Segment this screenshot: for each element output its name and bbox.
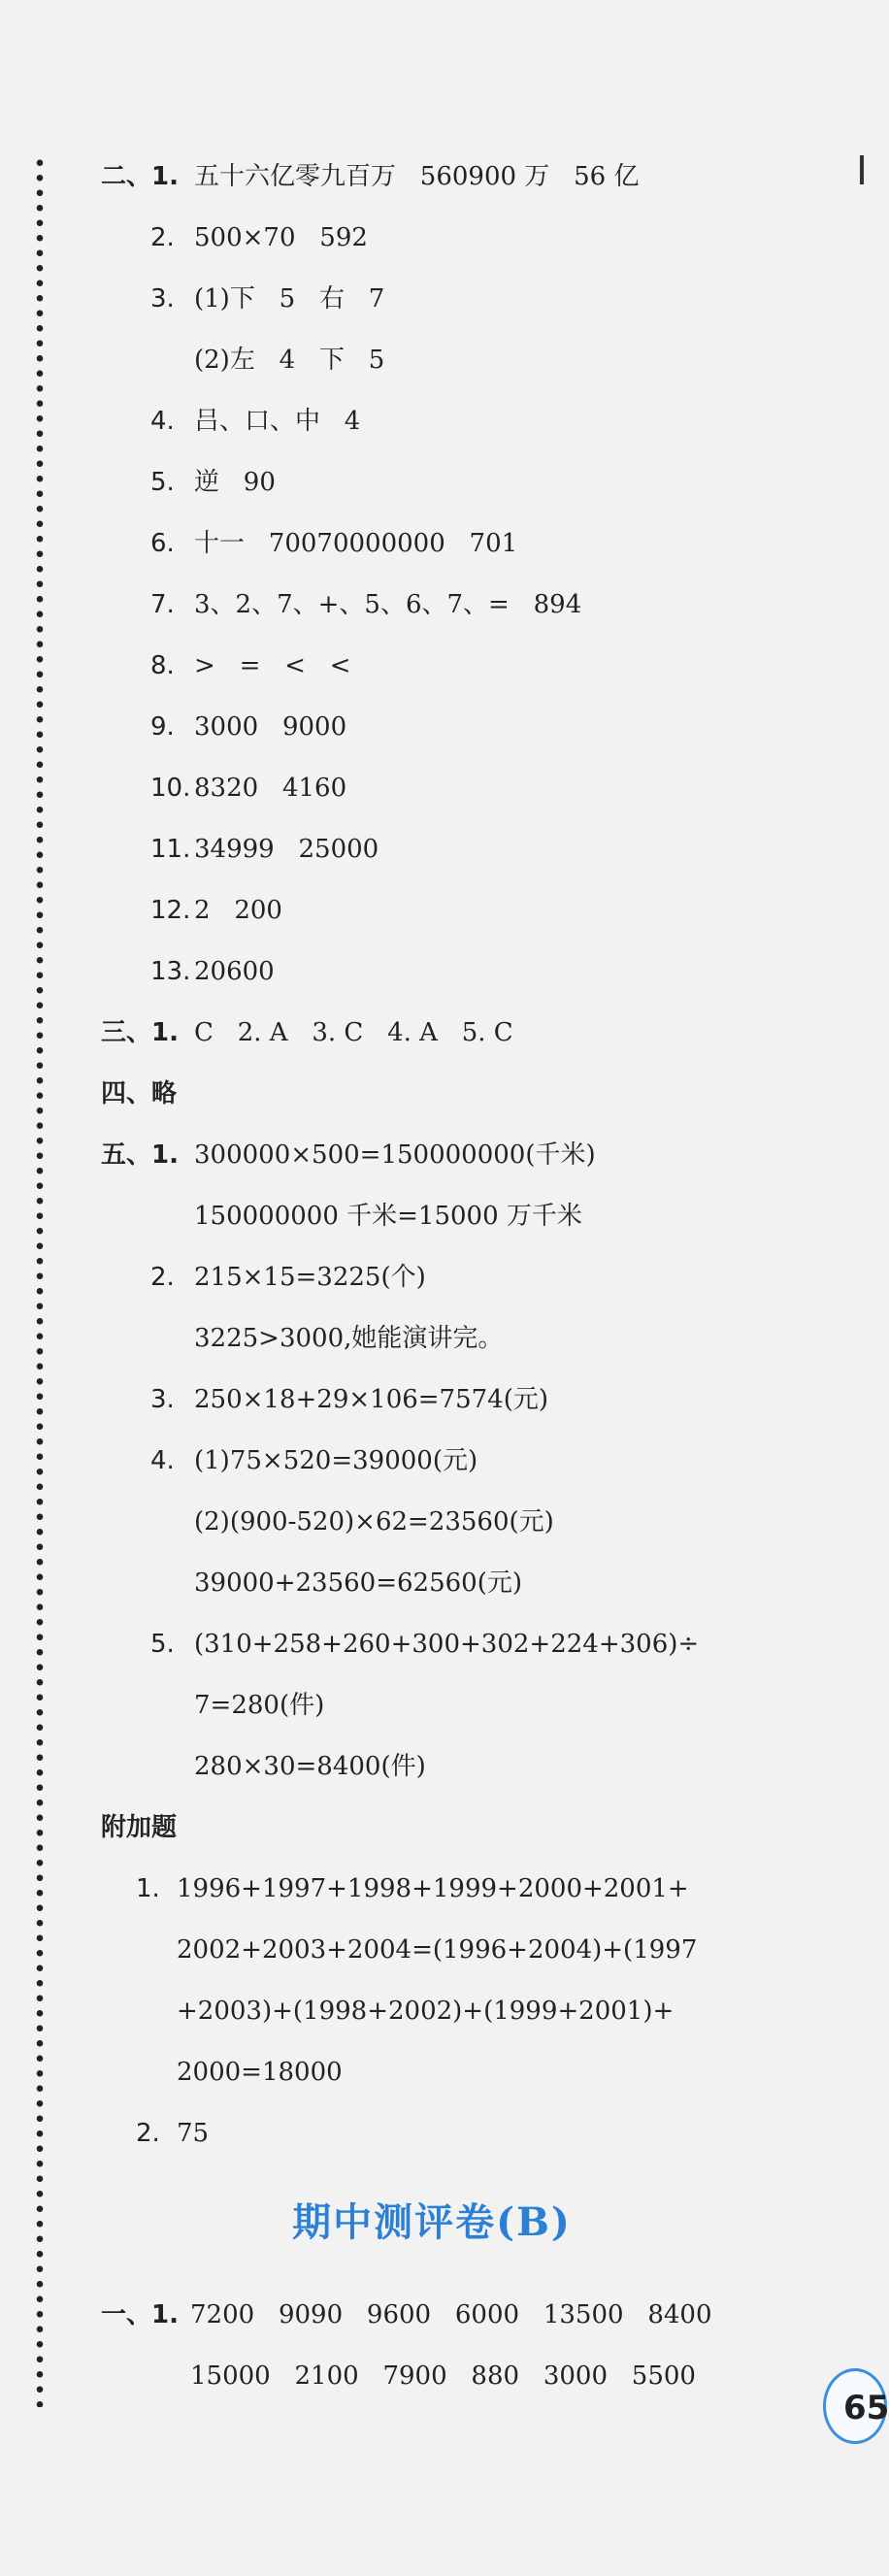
item-number: 5. (150, 468, 175, 497)
answer-line: (1)75×520=39000(元) (194, 1446, 478, 1475)
item-number: 9. (150, 712, 175, 742)
answer-line: 39000+23560=62560(元) (194, 1569, 522, 1598)
section-3-head: 三、1. (101, 1018, 179, 1047)
answer-line: 250×18+29×106=7574(元) (194, 1385, 549, 1414)
item-number: 2. (136, 2119, 160, 2148)
answer-line: 300000×500=150000000(千米) (194, 1140, 596, 1170)
item-number: 12. (150, 896, 191, 925)
answer-line: 75 (177, 2119, 210, 2148)
item-number: 7. (150, 590, 175, 619)
item-number: 3. (150, 1385, 175, 1414)
answer-line: 34999 25000 (194, 835, 379, 864)
answer-line: 215×15=3225(个) (194, 1263, 426, 1292)
right-edge-mark (860, 155, 864, 184)
item-number: 2. (150, 223, 175, 252)
extra-section-head: 附加题 (101, 1813, 178, 1842)
answer-line: 20600 (194, 957, 275, 986)
answer-line: 15000 2100 7900 880 3000 5500 (190, 2361, 696, 2391)
item-number: 8. (150, 651, 175, 680)
item-number: 2. (150, 1263, 175, 1292)
answer-line: > = < < (194, 651, 351, 680)
binding-dots (36, 155, 44, 2407)
item-number: 3. (150, 284, 175, 314)
section-5-head: 五、1. (101, 1140, 179, 1170)
answer-line: 500×70 592 (194, 223, 368, 252)
answer-line: (310+258+260+300+302+224+306)÷ (194, 1630, 700, 1659)
answer-line: 7=280(件) (194, 1691, 325, 1720)
section-4-head: 四、略 (101, 1079, 178, 1108)
item-number: 4. (150, 407, 175, 436)
item-number: 10. (150, 774, 191, 803)
answer-line: 逆 90 (194, 468, 276, 497)
item-number: 1. (136, 1874, 160, 1903)
answer-line: 吕、口、中 4 (194, 407, 361, 436)
answer-line: 3225>3000,她能演讲完。 (194, 1324, 504, 1353)
exam-section-1-head: 一、1. (101, 2300, 179, 2329)
answer-line: 2000=18000 (177, 2058, 343, 2087)
item-number: 6. (150, 529, 175, 558)
page-number: 65 (843, 2389, 889, 2427)
exam-title: 期中测评卷(B) (292, 2199, 572, 2245)
answer-line: +2003)+(1998+2002)+(1999+2001)+ (177, 1997, 675, 2026)
answer-line: 2002+2003+2004=(1996+2004)+(1997 (177, 1935, 698, 1965)
answer-line: 150000000 千米=15000 万千米 (194, 1202, 582, 1231)
answer-line: (1)下 5 右 7 (194, 284, 385, 314)
answer-line: 3000 9000 (194, 712, 347, 742)
answer-line: 2 200 (194, 896, 282, 925)
item-number: 4. (150, 1446, 175, 1475)
item-number: 13. (150, 957, 191, 986)
item-number: 5. (150, 1630, 175, 1659)
answer-line: 十一 70070000000 701 (194, 529, 518, 558)
page-number-badge (823, 2368, 887, 2444)
answer-line: 8320 4160 (194, 774, 347, 803)
answer-line: C 2. A 3. C 4. A 5. C (194, 1018, 513, 1047)
answer-line: (2)(900-520)×62=23560(元) (194, 1507, 554, 1536)
answer-line: 1996+1997+1998+1999+2000+2001+ (177, 1874, 689, 1903)
answer-line: 五十六亿零九百万 560900 万 56 亿 (194, 162, 640, 191)
answer-line: 7200 9090 9600 6000 13500 8400 (190, 2300, 712, 2329)
answer-line: 3、2、7、+、5、6、7、= 894 (194, 590, 582, 619)
answer-line: (2)左 4 下 5 (194, 346, 385, 375)
item-number: 11. (150, 835, 191, 864)
answer-line: 280×30=8400(件) (194, 1752, 426, 1781)
section-2-head: 二、1. (101, 162, 179, 191)
